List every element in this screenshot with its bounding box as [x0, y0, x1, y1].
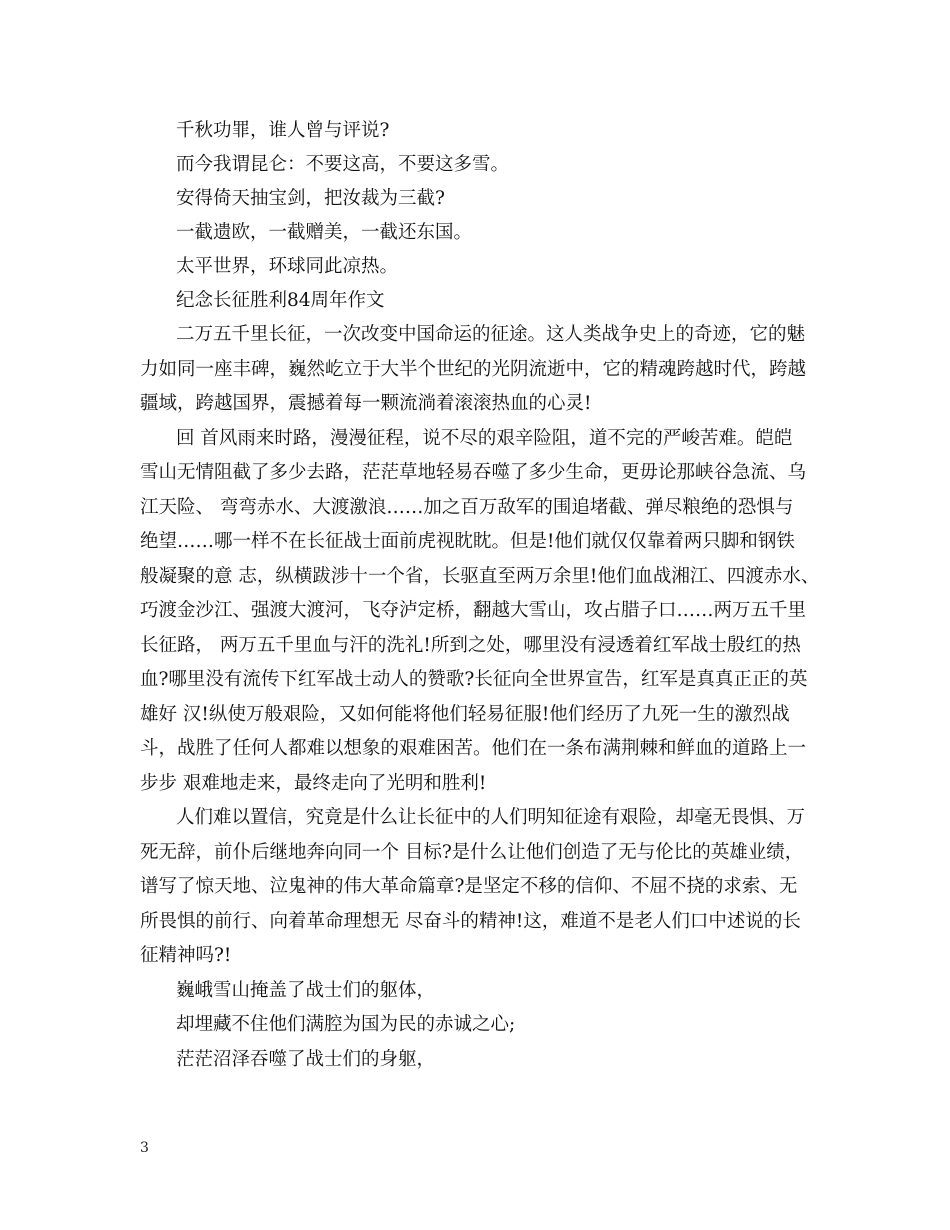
poem-line: 千秋功罪，谁人曾与评说? [176, 120, 390, 141]
paragraph-3 [140, 801, 822, 974]
paragraph-line: 雪山无情阻截了多少去路，茫茫草地轻易吞噬了多少生命，更毋论那峡谷急流、乌 [140, 462, 807, 483]
paragraph-line: 斗，战胜了任何人都难以想象的艰难困苦。他们在一条布满荆棘和鲜血的道路上一 [140, 738, 807, 759]
paragraph-2 [140, 422, 822, 802]
paragraph-line: 所畏惧的前行、向着革命理想无 尽奋斗的精神!这，难道不是老人们口中述说的长 [140, 910, 801, 932]
essay-title: 纪念长征胜利84周年作文 [176, 290, 385, 311]
paragraph-line: 绝望……哪一样不在长征战士面前虎视眈眈。但是!他们就仅仅靠着两只脚和钢铁 [140, 531, 795, 552]
paragraph-line: 死无辞，前仆后继地奔向同一个 目标?是什么让他们创造了无与伦比的英雄业绩， [140, 841, 804, 863]
poem-bottom [140, 974, 822, 1078]
poem-top [140, 114, 822, 284]
poem-line: 太平世界，环球同此凉热。 [176, 256, 399, 277]
paragraph-line: 回 首风雨来时路，漫漫征程，说不尽的艰辛险阻，道不完的严峻苦难。皑皑 [176, 427, 793, 449]
paragraph-line: 征精神吗?! [140, 945, 232, 966]
poem-line: 却埋藏不住他们满腔为国为民的赤诚之心; [176, 1014, 516, 1035]
paragraph-line: 力如同一座丰碑，巍然屹立于大半个世纪的光阴流逝中，它的精魂跨越时代，跨越 [140, 358, 807, 380]
poem-line: 而今我谓昆仑：不要这高，不要这多雪。 [176, 154, 510, 175]
paragraph-1 [140, 318, 822, 422]
paragraph-line: 谱写了惊天地、泣鬼神的伟大革命篇章?是坚定不移的信仰、不屈不挠的求索、无 [140, 876, 798, 897]
poem-line: 一截遗欧，一截赠美，一截还东国。 [176, 222, 473, 243]
poem-line: 巍峨雪山掩盖了战士们的躯体， [176, 979, 436, 1001]
paragraph-line: 二万五千里长征，一次改变中国命运的征途。这人类战争史上的奇迹，它的魅 [176, 324, 806, 345]
paragraph-line: 疆域，跨越国界，震撼着每一颗流淌着滚滚热血的心灵! [140, 393, 592, 414]
paragraph-line: 般凝聚的意 志，纵横跋涉十一个省，长驱直至两万余里!他们血战湘江、四渡赤水、 [140, 565, 820, 587]
poem-line: 茫茫沼泽吞噬了战士们的身躯， [176, 1048, 436, 1070]
paragraph-line: 人们难以置信，究竟是什么让长征中的人们明知征途有艰险，却毫无畏惧、万 [176, 807, 806, 828]
paragraph-line: 雄好 汉!纵使万般艰险，又如何能将他们轻易征服!他们经历了九死一生的激烈战 [140, 703, 790, 725]
paragraph-line: 血?哪里没有流传下红军战士动人的赞歌?长征向全世界宣告，红军是真真正正的英 [140, 669, 808, 690]
page-number: 3 [140, 1140, 149, 1156]
paragraph-line: 江天险、 弯弯赤水、大渡激浪……加之百万敌军的围追堵截、弹尽粮绝的恐惧与 [140, 496, 794, 518]
document-body [140, 114, 822, 1077]
paragraph-line: 巧渡金沙江、强渡大渡河，飞夺泸定桥，翻越大雪山，攻占腊子口……两万五千里 [140, 600, 807, 621]
paragraph-line: 长征路， 两万五千里血与汗的洗礼!所到之处，哪里没有浸透着红军战士殷红的热 [140, 634, 801, 656]
poem-line: 安得倚天抽宝剑，把汝裁为三截? [176, 188, 445, 209]
paragraph-line: 步步 艰难地走来，最终走向了光明和胜利! [140, 772, 487, 794]
